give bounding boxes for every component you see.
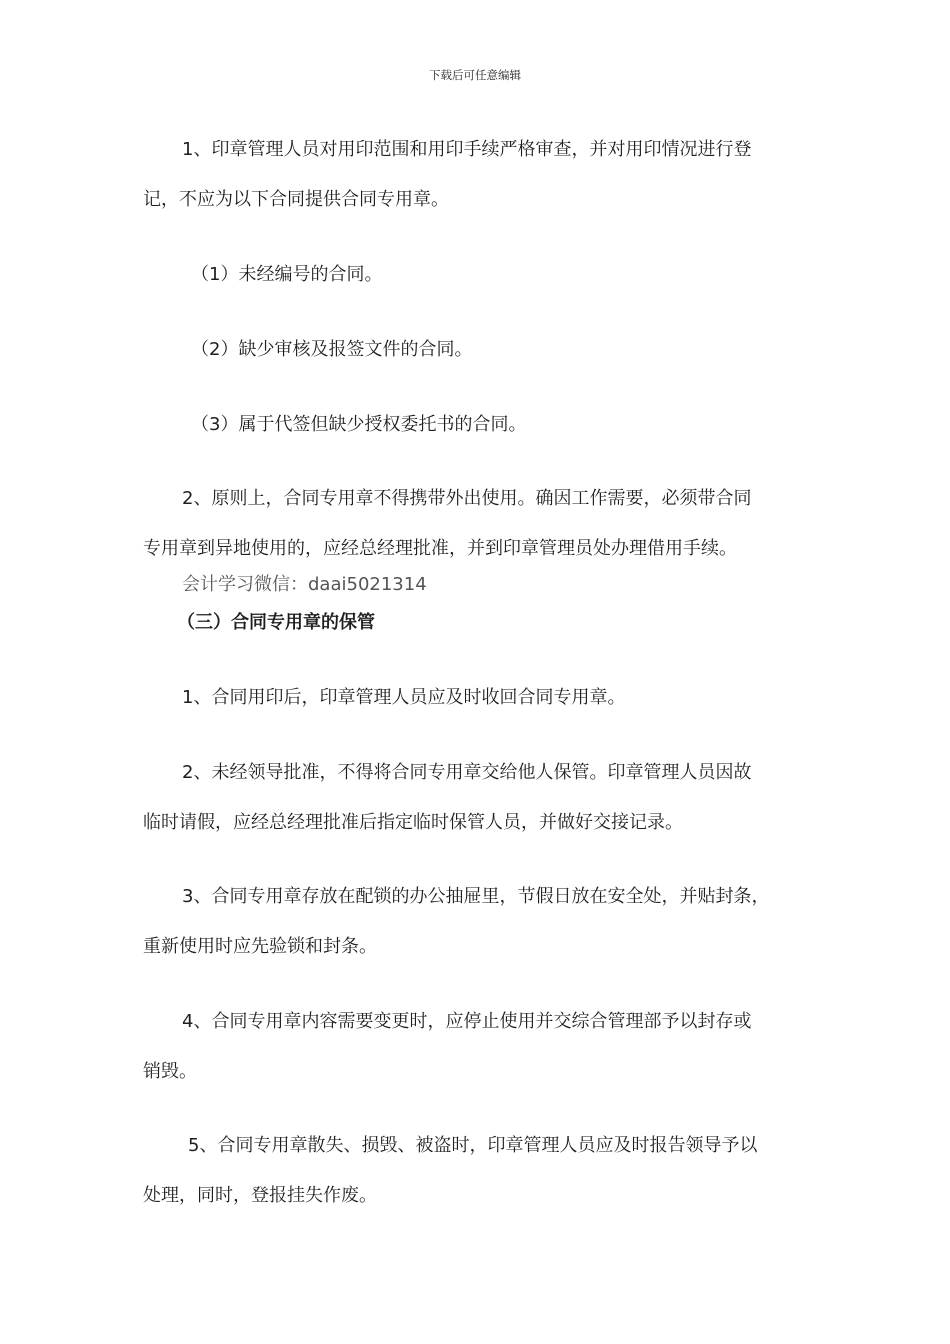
wechat-note: 会计学习微信：daai5021314 — [182, 574, 427, 595]
list-item-3: （3）属于代签但缺少授权委托书的合同。 — [191, 414, 527, 435]
paragraph-1-line-2: 记，不应为以下合同提供合同专用章。 — [143, 189, 449, 210]
rule-3-line-2: 重新使用时应先验锁和封条。 — [143, 936, 377, 957]
header-note: 下载后可任意编辑 — [429, 68, 521, 82]
rule-5-line-1: 5、合同专用章散失、损毁、被盗时，印章管理人员应及时报告领导予以 — [188, 1135, 758, 1156]
rule-4-line-2: 销毁。 — [143, 1061, 197, 1082]
paragraph-1-line-1: 1、印章管理人员对用印范围和用印手续严格审查，并对用印情况进行登 — [182, 139, 752, 160]
list-item-1: （1）未经编号的合同。 — [191, 264, 383, 285]
rule-1: 1、合同用印后，印章管理人员应及时收回合同专用章。 — [182, 687, 626, 708]
paragraph-2-line-2: 专用章到异地使用的，应经总经理批准，并到印章管理员处办理借用手续。 — [143, 538, 737, 559]
rule-3-line-1: 3、合同专用章存放在配锁的办公抽屉里，节假日放在安全处，并贴封条， — [182, 886, 770, 907]
rule-5-line-2: 处理，同时，登报挂失作废。 — [143, 1185, 377, 1206]
rule-4-line-1: 4、合同专用章内容需要变更时，应停止使用并交综合管理部予以封存或 — [182, 1011, 752, 1032]
section-heading: （三）合同专用章的保管 — [177, 612, 375, 633]
paragraph-2-line-1: 2、原则上，合同专用章不得携带外出使用。确因工作需要，必须带合同 — [182, 488, 752, 509]
list-item-2: （2）缺少审核及报签文件的合同。 — [191, 339, 473, 360]
rule-2-line-1: 2、未经领导批准，不得将合同专用章交给他人保管。印章管理人员因故 — [182, 762, 752, 783]
rule-2-line-2: 临时请假，应经总经理批准后指定临时保管人员，并做好交接记录。 — [143, 812, 683, 833]
